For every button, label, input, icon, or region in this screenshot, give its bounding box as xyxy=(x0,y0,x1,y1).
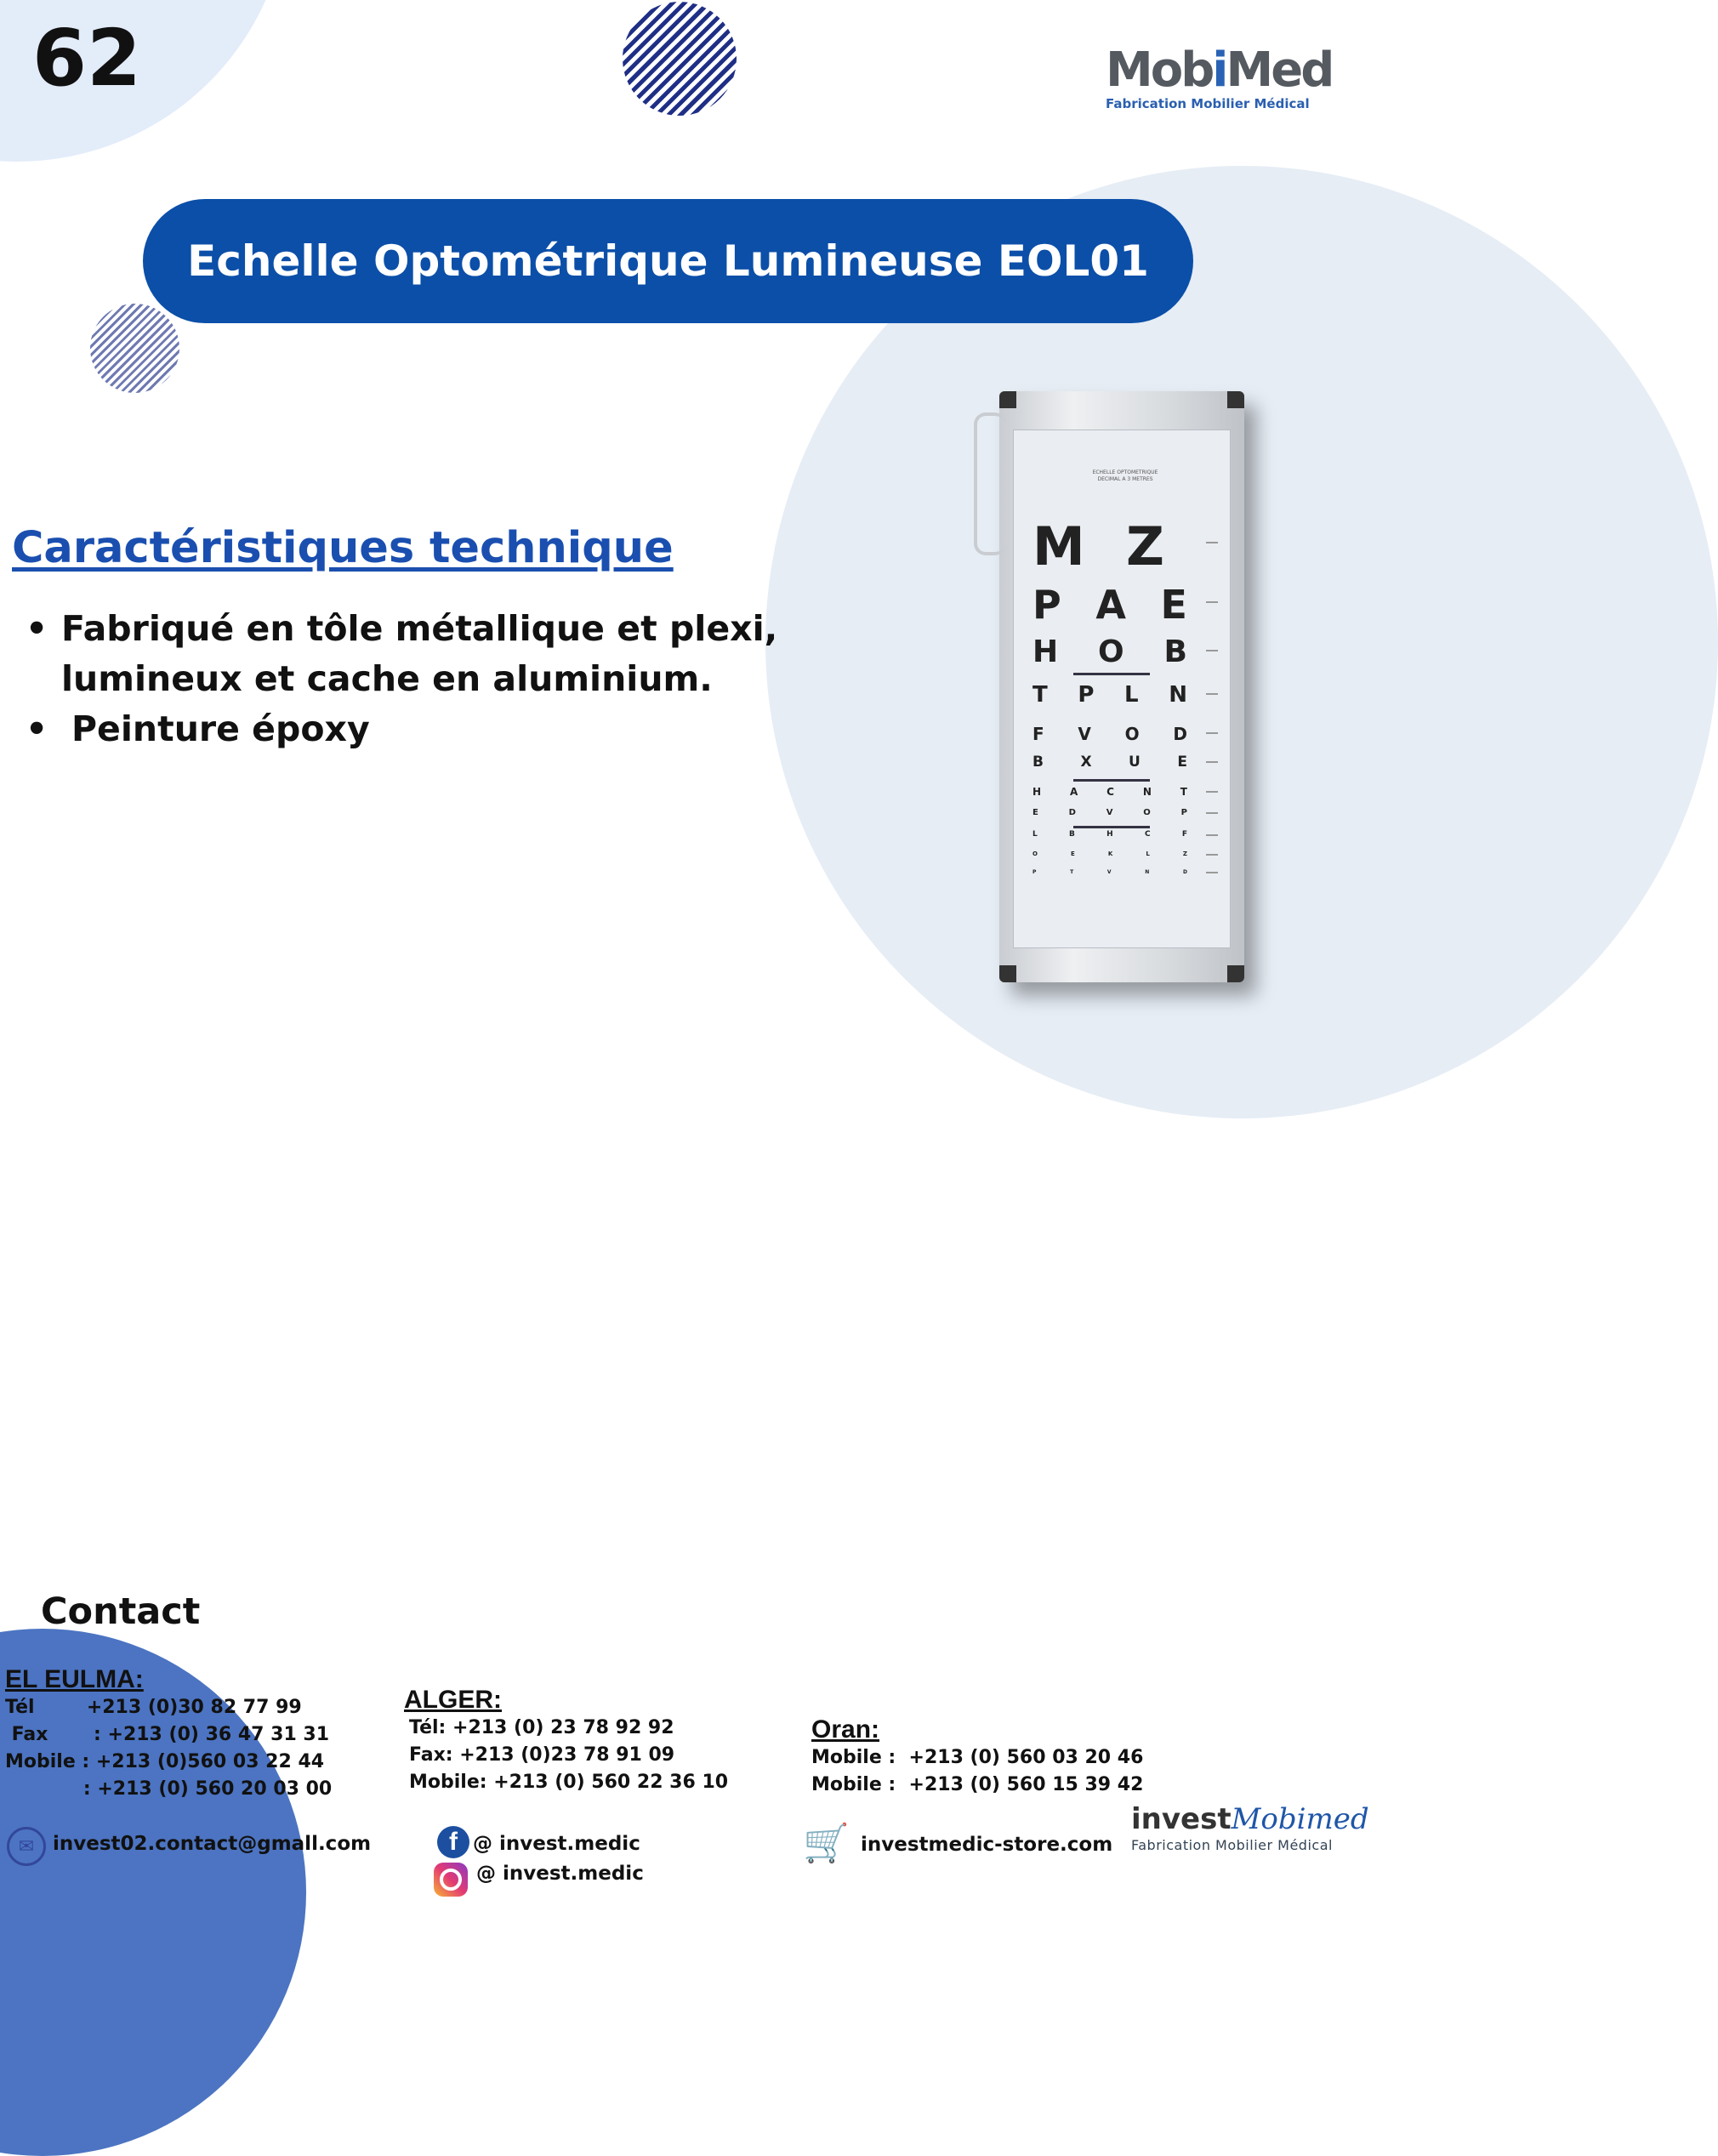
eye-chart-letter: B xyxy=(1069,830,1075,839)
instagram-link[interactable]: @ invest.medic xyxy=(476,1863,644,1885)
eye-chart-tick xyxy=(1206,791,1218,793)
eye-chart-letter: P xyxy=(1180,808,1187,817)
store-link[interactable]: investmedic-store.com xyxy=(861,1834,1113,1856)
eye-chart-tick xyxy=(1206,732,1218,734)
frame-corner xyxy=(999,391,1016,408)
oran-line: Mobile : +213 (0) 560 15 39 42 xyxy=(811,1774,1144,1795)
eye-chart-row xyxy=(1033,634,1187,669)
alger-line: Mobile: +213 (0) 560 22 36 10 xyxy=(409,1772,729,1793)
product-title: Echelle Optométrique Lumineuse EOL01 xyxy=(187,236,1149,286)
eye-chart-letter: C xyxy=(1106,786,1114,798)
eye-chart-letter: L xyxy=(1146,850,1150,857)
eye-chart-letter: B xyxy=(1033,754,1044,771)
eye-chart-tick xyxy=(1206,542,1218,543)
contact-alger xyxy=(404,1686,728,1796)
eye-chart-row xyxy=(1033,786,1187,798)
el-eulma-line: Fax : +213 (0) 36 47 31 31 xyxy=(5,1724,330,1745)
eye-chart-separator xyxy=(1073,673,1150,675)
el-eulma-line: Mobile : +213 (0)560 03 22 44 xyxy=(5,1751,325,1772)
spec-item xyxy=(26,704,791,754)
eye-chart-letter: A xyxy=(1069,786,1078,798)
eye-chart-letter: P xyxy=(1078,682,1095,708)
eye-chart-letter: V xyxy=(1078,724,1091,744)
contact-el-eulma xyxy=(5,1665,332,1803)
eye-chart-letter: E xyxy=(1160,582,1187,628)
alger-heading: ALGER: xyxy=(404,1686,502,1714)
eye-chart-letter: L xyxy=(1033,830,1038,839)
eye-chart-letter: T xyxy=(1033,682,1048,708)
eye-chart-row xyxy=(1033,808,1187,817)
eye-chart-letter: E xyxy=(1071,850,1075,857)
eye-chart-letter: U xyxy=(1129,754,1141,771)
power-cord xyxy=(974,412,1006,555)
el-eulma-heading: EL EULMA: xyxy=(5,1665,144,1693)
eye-chart-letter: N xyxy=(1169,682,1187,708)
eye-chart-letter: D xyxy=(1173,724,1187,744)
eye-chart-letter: D xyxy=(1183,869,1187,875)
oran-heading: Oran: xyxy=(811,1715,880,1744)
eye-chart-tick xyxy=(1206,761,1218,763)
eye-chart-letter: X xyxy=(1080,754,1092,771)
specs-list xyxy=(26,604,791,754)
eye-chart-letter: H xyxy=(1106,830,1113,839)
logo-part-i: i xyxy=(1212,43,1226,98)
eye-chart-tick xyxy=(1206,854,1218,856)
eye-chart-letter: N xyxy=(1145,869,1150,875)
eye-chart-letter: V xyxy=(1106,808,1113,817)
eye-chart-panel xyxy=(1013,429,1231,948)
eye-chart-row xyxy=(1033,682,1187,708)
eye-chart-letter: Z xyxy=(1182,850,1187,857)
eye-chart-row xyxy=(1033,582,1187,628)
invest-logo-tagline: Fabrication Mobilier Médical xyxy=(1131,1837,1333,1853)
eye-chart-row xyxy=(1033,850,1187,857)
eye-chart-tick xyxy=(1206,872,1218,873)
logo-part-prefix: Mob xyxy=(1106,43,1213,98)
eye-chart-tick xyxy=(1206,834,1218,836)
alger-line: Fax: +213 (0)23 78 91 09 xyxy=(409,1744,675,1766)
spec-item xyxy=(26,604,791,704)
mobimed-logo xyxy=(1106,43,1333,111)
spec-item-text: Peinture époxy xyxy=(71,708,370,749)
eye-chart-letter: O xyxy=(1143,808,1151,817)
eye-chart-letter: V xyxy=(1106,869,1112,875)
eye-chart-letter: D xyxy=(1068,808,1076,817)
striped-circle-decoration xyxy=(623,2,737,116)
eye-chart-letter: F xyxy=(1033,724,1044,744)
oran-line: Mobile : +213 (0) 560 03 20 46 xyxy=(811,1747,1144,1768)
facebook-link[interactable]: @ invest.medic xyxy=(473,1833,640,1855)
frame-corner xyxy=(1227,965,1244,982)
invest-mobimed-logo xyxy=(1131,1802,1369,1853)
spec-item-text: Fabriqué en tôle métallique et plexi, lumineux et cache en aluminium. xyxy=(61,608,778,699)
eye-chart-letter: O xyxy=(1098,634,1124,669)
eye-chart-letter: K xyxy=(1107,850,1113,857)
eye-chart-letter: T xyxy=(1180,786,1187,798)
shopping-cart-icon: 🛒 xyxy=(803,1822,850,1865)
instagram-icon[interactable] xyxy=(434,1863,468,1897)
el-eulma-line: : +213 (0) 560 20 03 00 xyxy=(5,1778,333,1800)
eye-chart-row xyxy=(1033,754,1187,771)
eye-chart-letter: H xyxy=(1033,634,1059,669)
logo-part-suffix: Med xyxy=(1226,43,1333,98)
eye-chart-row xyxy=(1033,515,1164,577)
eye-chart-tick xyxy=(1206,812,1218,814)
invest-mobimed-wordmark xyxy=(1131,1802,1369,1836)
logo-tagline: Fabrication Mobilier Médical xyxy=(1106,96,1310,111)
eye-chart-letter: E xyxy=(1177,754,1187,771)
eye-chart-letter: M xyxy=(1033,515,1085,577)
frame-corner xyxy=(1227,391,1244,408)
eye-chart-tick xyxy=(1206,650,1218,651)
eye-chart-letter: O xyxy=(1124,724,1140,744)
frame-corner xyxy=(999,965,1016,982)
eye-chart-letter: L xyxy=(1124,682,1139,708)
eye-chart-row xyxy=(1033,724,1187,744)
striped-circle-decoration-small xyxy=(90,304,179,393)
eye-chart-letter: C xyxy=(1144,830,1151,839)
eye-chart-lightbox-image xyxy=(999,391,1244,982)
product-title-banner xyxy=(143,199,1193,323)
eye-chart-row xyxy=(1033,830,1187,839)
logo-word-invest: invest xyxy=(1131,1802,1232,1836)
eye-chart-letter: N xyxy=(1142,786,1152,798)
eye-chart-letter: T xyxy=(1070,869,1074,875)
specs-heading: Caractéristiques technique xyxy=(12,523,674,573)
email-link[interactable]: invest02.contact@gmall.com xyxy=(53,1833,372,1855)
eye-chart-separator xyxy=(1073,826,1150,828)
alger-line: Tél: +213 (0) 23 78 92 92 xyxy=(409,1717,674,1738)
eye-chart-letter: E xyxy=(1033,808,1038,817)
eye-chart-letter: O xyxy=(1033,850,1038,857)
page-number: 62 xyxy=(32,13,142,104)
contact-heading: Contact xyxy=(41,1590,201,1633)
mail-icon: ✉ xyxy=(7,1827,46,1866)
eye-chart-letter: A xyxy=(1095,582,1126,628)
logo-wordmark xyxy=(1106,43,1333,98)
eye-chart-row xyxy=(1033,869,1187,875)
eye-chart-letter: H xyxy=(1033,786,1042,798)
eye-chart-letter: F xyxy=(1181,830,1187,839)
eye-chart-letter: P xyxy=(1033,869,1037,875)
eye-chart-letter: B xyxy=(1163,634,1187,669)
eye-chart-tick xyxy=(1206,601,1218,603)
logo-word-mobimed: Mobimed xyxy=(1231,1802,1369,1836)
eye-chart-letter: Z xyxy=(1126,515,1164,577)
el-eulma-line: Tél +213 (0)30 82 77 99 xyxy=(5,1697,302,1718)
eye-chart-caption: ECHELLE OPTOMETRIQUE DECIMAL A 3 METRES xyxy=(1092,469,1158,482)
eye-chart-tick xyxy=(1206,693,1218,695)
contact-oran xyxy=(811,1715,1143,1799)
facebook-icon[interactable]: f xyxy=(437,1826,469,1858)
eye-chart-letter: P xyxy=(1033,582,1061,628)
eye-chart-separator xyxy=(1073,779,1150,782)
